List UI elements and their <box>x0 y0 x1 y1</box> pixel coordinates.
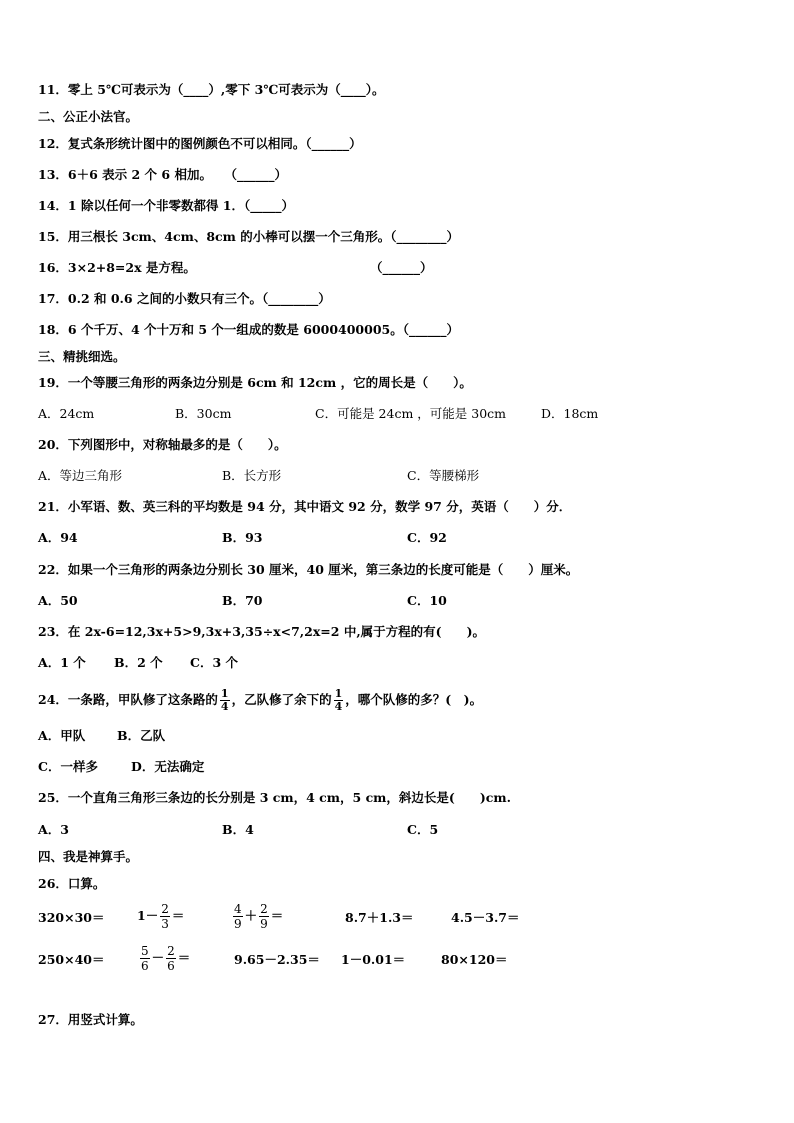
q24-option-b: B．乙队 <box>117 728 166 743</box>
calc-fraction <box>233 902 243 931</box>
question-14: 14．1 除以任何一个非零数都得 1．（_____） <box>38 198 294 213</box>
question-15: 15．用三根长 3cm、4cm、8cm 的小棒可以摆一个三角形。（________） <box>38 229 459 244</box>
question-13: 13．6＋6 表示 2 个 6 相加。 （______） <box>38 167 287 182</box>
fraction-denominator: 9 <box>260 917 268 931</box>
calc-8.7-plus-1.3: 8.7＋1.3＝ <box>345 910 414 925</box>
q22-option-a: A．50 <box>38 593 78 608</box>
question-17: 17．0.2 和 0.6 之间的小数只有三个。（________） <box>38 291 331 306</box>
question-12: 12．复式条形统计图中的图例颜色不可以相同。（______） <box>38 136 362 151</box>
calc-1-minus-2-3 <box>137 902 184 931</box>
calc-4-9-plus-2-9 <box>231 902 283 931</box>
q20-option-b: B．长方形 <box>222 468 282 483</box>
calc-equals: ＝ <box>171 908 185 923</box>
fraction-denominator: 6 <box>141 959 149 973</box>
question-18: 18．6 个千万、4 个十万和 5 个一组成的数是 6000400005。（______） <box>38 322 459 337</box>
fraction-numerator: 2 <box>167 944 175 958</box>
q24-text-3: ，哪个队修的多？( )。 <box>345 692 483 707</box>
q24-text-2: ，乙队修了余下的 <box>231 692 332 707</box>
question-21: 21．小军语、数、英三科的平均数是 94 分，其中语文 92 分，数学 97 分，英语（ ）分． <box>38 499 572 514</box>
calc-80x120: 80×120＝ <box>441 952 508 967</box>
q24-fraction-1 <box>220 688 230 713</box>
q24-text-1: 24．一条路，甲队修了这条路的 <box>38 692 218 707</box>
calc-fraction <box>160 902 170 931</box>
q19-option-c: C．可能是 24cm ，可能是 30cm <box>315 406 507 421</box>
calc-1-minus-0.01: 1－0.01＝ <box>341 952 406 967</box>
q24-option-d: D．无法确定 <box>131 759 205 774</box>
calc-fraction <box>140 944 150 973</box>
calc-4.5-minus-3.7: 4.5－3.7＝ <box>451 910 520 925</box>
q24-option-a: A．甲队 <box>38 728 86 743</box>
fraction-denominator: 4 <box>220 700 229 713</box>
fraction-denominator: 6 <box>167 959 175 973</box>
question-16-answer-blank: （______） <box>370 260 433 275</box>
section-4-heading: 四、我是神算手。 <box>38 849 139 864</box>
q20-option-c: C．等腰梯形 <box>407 468 480 483</box>
q22-option-b: B．70 <box>222 593 263 608</box>
calc-equals: ＝ <box>177 950 191 965</box>
fraction-numerator: 4 <box>234 902 242 916</box>
section-2-heading: 二、公正小法官。 <box>38 109 139 124</box>
fraction-numerator: 2 <box>161 902 169 916</box>
q20-option-a: A．等边三角形 <box>38 468 123 483</box>
calc-operator: ＋ <box>244 908 258 923</box>
question-20: 20．下列图形中，对称轴最多的是（ ）。 <box>38 437 287 452</box>
q19-option-b: B．30cm <box>175 406 232 421</box>
q24-fraction-2 <box>334 688 344 713</box>
fraction-denominator: 9 <box>234 917 242 931</box>
q21-option-c: C．92 <box>407 530 447 545</box>
fraction-numerator: 5 <box>141 944 149 958</box>
q21-option-a: A．94 <box>38 530 78 545</box>
q25-option-c: C．5 <box>407 822 439 837</box>
fraction-numerator: 1 <box>334 687 343 700</box>
calc-fraction <box>259 902 269 931</box>
q25-option-b: B．4 <box>222 822 254 837</box>
q23-option-b: B．2 个 <box>114 655 163 670</box>
question-25: 25．一个直角三角形三条边的长分别是 3 cm，4 cm，5 cm，斜边长是( )cm. <box>38 790 511 805</box>
question-26: 26．口算。 <box>38 876 106 891</box>
fraction-denominator: 4 <box>334 700 343 713</box>
q19-option-d: D．18cm <box>541 406 599 421</box>
calc-250x40: 250×40＝ <box>38 952 105 967</box>
question-19: 19．一个等腰三角形的两条边分别是 6cm 和 12cm ，它的周长是（ ）。 <box>38 375 472 390</box>
q21-option-b: B．93 <box>222 530 263 545</box>
q23-option-c: C．3 个 <box>190 655 238 670</box>
calc-operator: － <box>151 950 165 965</box>
question-11: 11．零上 5℃可表示为（____）,零下 3℃可表示为（____）。 <box>38 82 385 97</box>
q23-option-a: A．1 个 <box>38 655 86 670</box>
fraction-numerator: 1 <box>220 687 229 700</box>
question-16: 16．3×2+8=2x 是方程。 <box>38 260 196 275</box>
q25-option-a: A．3 <box>38 822 69 837</box>
question-22: 22．如果一个三角形的两条边分别长 30 厘米，40 厘米，第三条边的长度可能是（ ）厘米。 <box>38 562 579 577</box>
q24-option-c: C．一样多 <box>38 759 98 774</box>
calc-320x30: 320×30＝ <box>38 910 105 925</box>
q22-option-c: C．10 <box>407 593 447 608</box>
q19-option-a: A．24cm <box>38 406 95 421</box>
section-3-heading: 三、精挑细选。 <box>38 349 126 364</box>
calc-text: 1－ <box>137 908 159 923</box>
question-27: 27．用竖式计算。 <box>38 1012 143 1027</box>
calc-9.65-minus-2.35: 9.65－2.35＝ <box>234 952 320 967</box>
fraction-denominator: 3 <box>161 917 169 931</box>
calc-equals: ＝ <box>270 908 284 923</box>
question-24 <box>38 685 482 715</box>
calc-fraction <box>166 944 176 973</box>
question-23: 23．在 2x-6=12,3x+5>9,3x+3,35÷x<7,2x=2 中,属于方程的有( )。 <box>38 624 485 639</box>
fraction-numerator: 2 <box>260 902 268 916</box>
calc-5-6-minus-2-6 <box>138 944 190 973</box>
